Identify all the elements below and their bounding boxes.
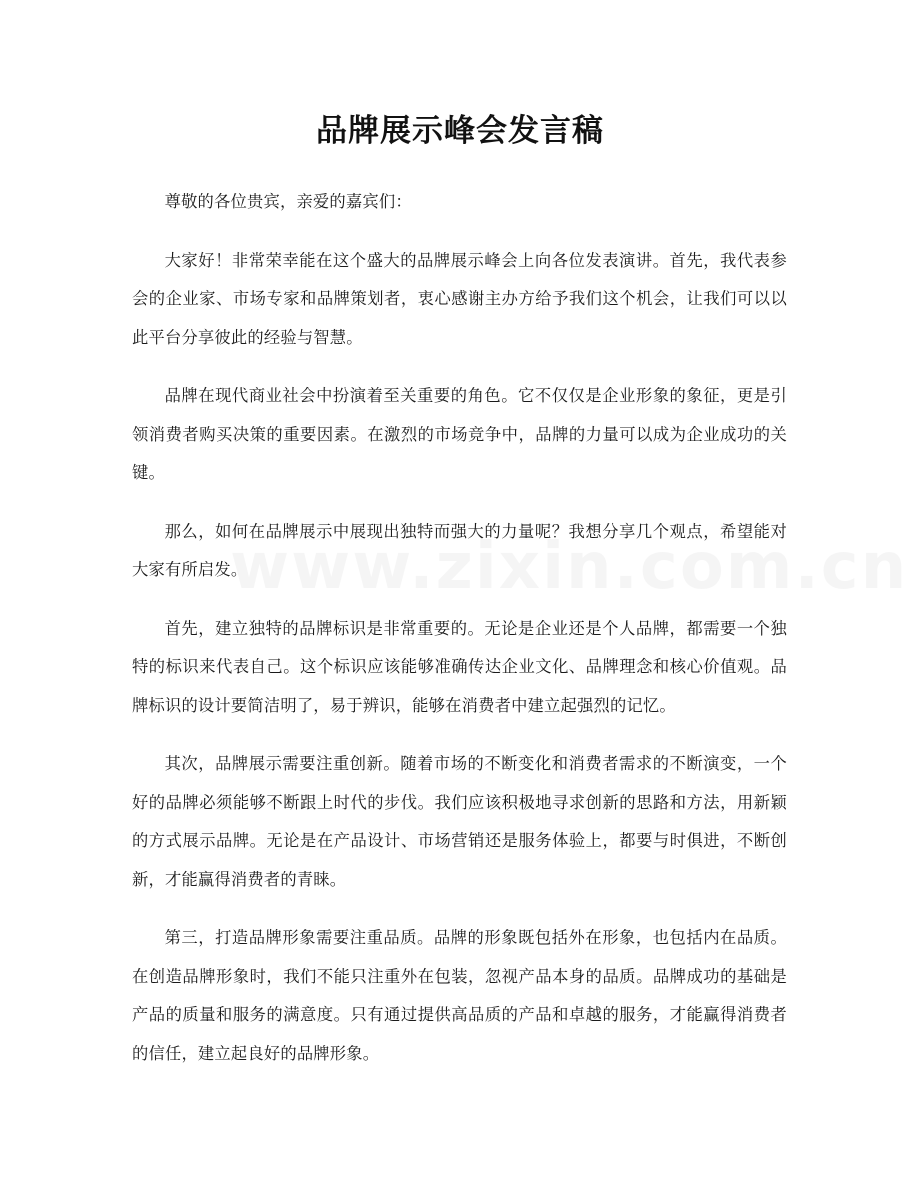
paragraph-point-identity: 首先，建立独特的品牌标识是非常重要的。无论是企业还是个人品牌，都需要一个独特的标识来代表自己。这个标识应该能够准确传达企业文化、品牌理念和核心价值观。品牌标识的设计要简洁明了，易于辨识，能够在消费者中建立起强烈的记忆。 [132, 618, 787, 715]
paragraph-question: 那么，如何在品牌展示中展现出独特而强大的力量呢？我想分享几个观点，希望能对大家有所启发。 [132, 521, 787, 579]
paragraph-opening: 大家好！非常荣幸能在这个盛大的品牌展示峰会上向各位发表演讲。首先，我代表参会的企业家、市场专家和品牌策划者，衷心感谢主办方给予我们这个机会，让我们可以以此平台分享彼此的经验与智慧。 [132, 250, 787, 347]
document-title: 品牌展示峰会发言稿 [316, 113, 604, 149]
paragraph-point-quality: 第三，打造品牌形象需要注重品质。品牌的形象既包括外在形象，也包括内在品质。在创造品牌形象时，我们不能只注重外在包装，忽视产品本身的品质。品牌成功的基础是产品的质量和服务的满意度。只有通过提供高品质的产品和卓越的服务，才能赢得消费者的信任，建立起良好的品牌形象。 [132, 928, 787, 1063]
paragraph-salutation: 尊敬的各位贵宾，亲爱的嘉宾们： [164, 192, 412, 211]
paragraph-brand-role: 品牌在现代商业社会中扮演着至关重要的角色。它不仅仅是企业形象的象征，更是引领消费者购买决策的重要因素。在激烈的市场竞争中，品牌的力量可以成为企业成功的关键。 [132, 386, 787, 482]
paragraph-point-innovation: 其次，品牌展示需要注重创新。随着市场的不断变化和消费者需求的不断演变，一个好的品牌必须能够不断跟上时代的步伐。我们应该积极地寻求创新的思路和方法，用新颖的方式展示品牌。无论是在产品设计、市场营销还是服务体验上，都要与时俱进，不断创新，才能赢得消费者的青睐。 [132, 754, 787, 889]
document-body [132, 183, 787, 1093]
